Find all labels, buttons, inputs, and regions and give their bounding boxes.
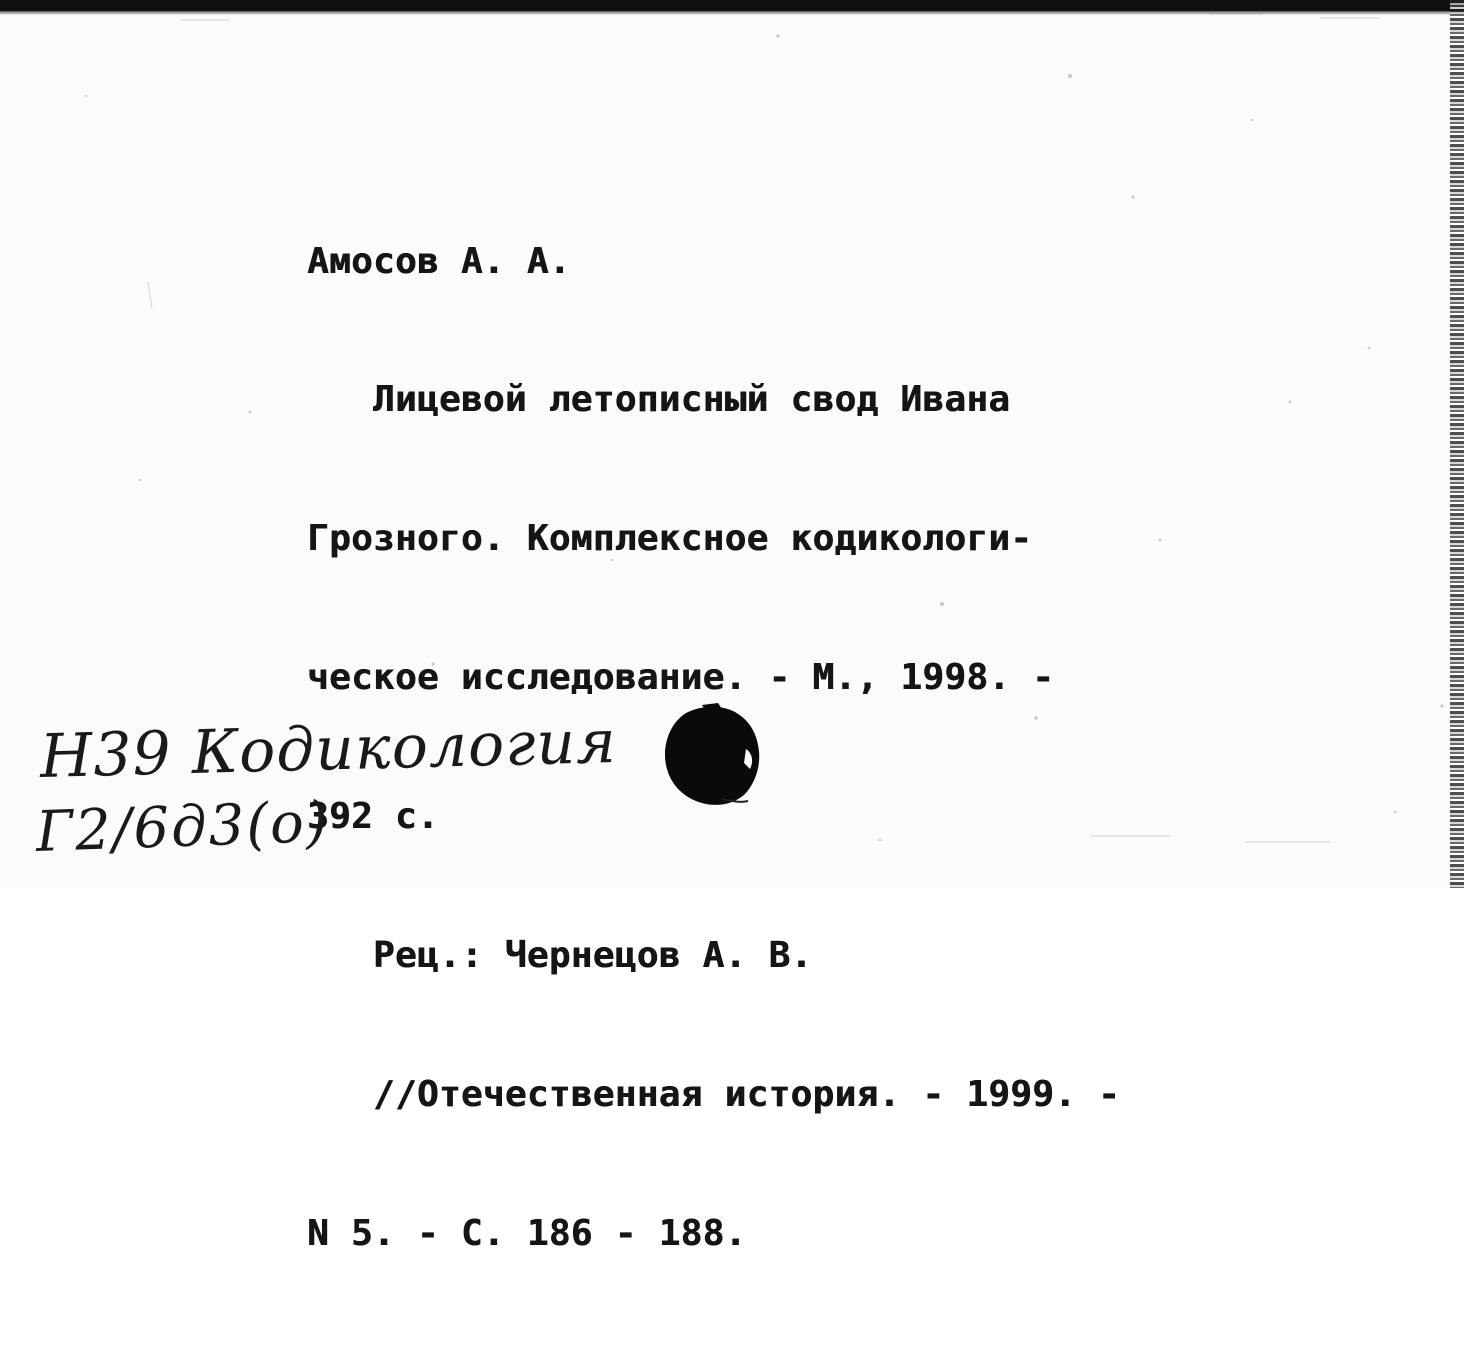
entry-line: //Отечественная история. - 1999. - bbox=[307, 1073, 1121, 1115]
entry-line: Грозного. Комплексное кодикологи- bbox=[307, 518, 1033, 560]
entry-line: Лицевой летописный свод Ивана bbox=[307, 379, 1011, 421]
entry-line: 392 с. bbox=[307, 796, 439, 838]
entry-line: Амосов А. А. bbox=[307, 240, 571, 282]
entry-line: N 5. - С. 186 - 188. bbox=[307, 1212, 747, 1254]
handwritten-shelf-code: Г2/6д3(о) bbox=[34, 789, 331, 865]
entry-line: Рец.: Чернецов А. В. bbox=[307, 935, 813, 977]
handwritten-subject-heading: Н39 Кодикология bbox=[39, 706, 618, 792]
punch-hole-icon bbox=[662, 703, 762, 807]
entry-line: ческое исследование. - М., 1998. - bbox=[307, 657, 1055, 699]
